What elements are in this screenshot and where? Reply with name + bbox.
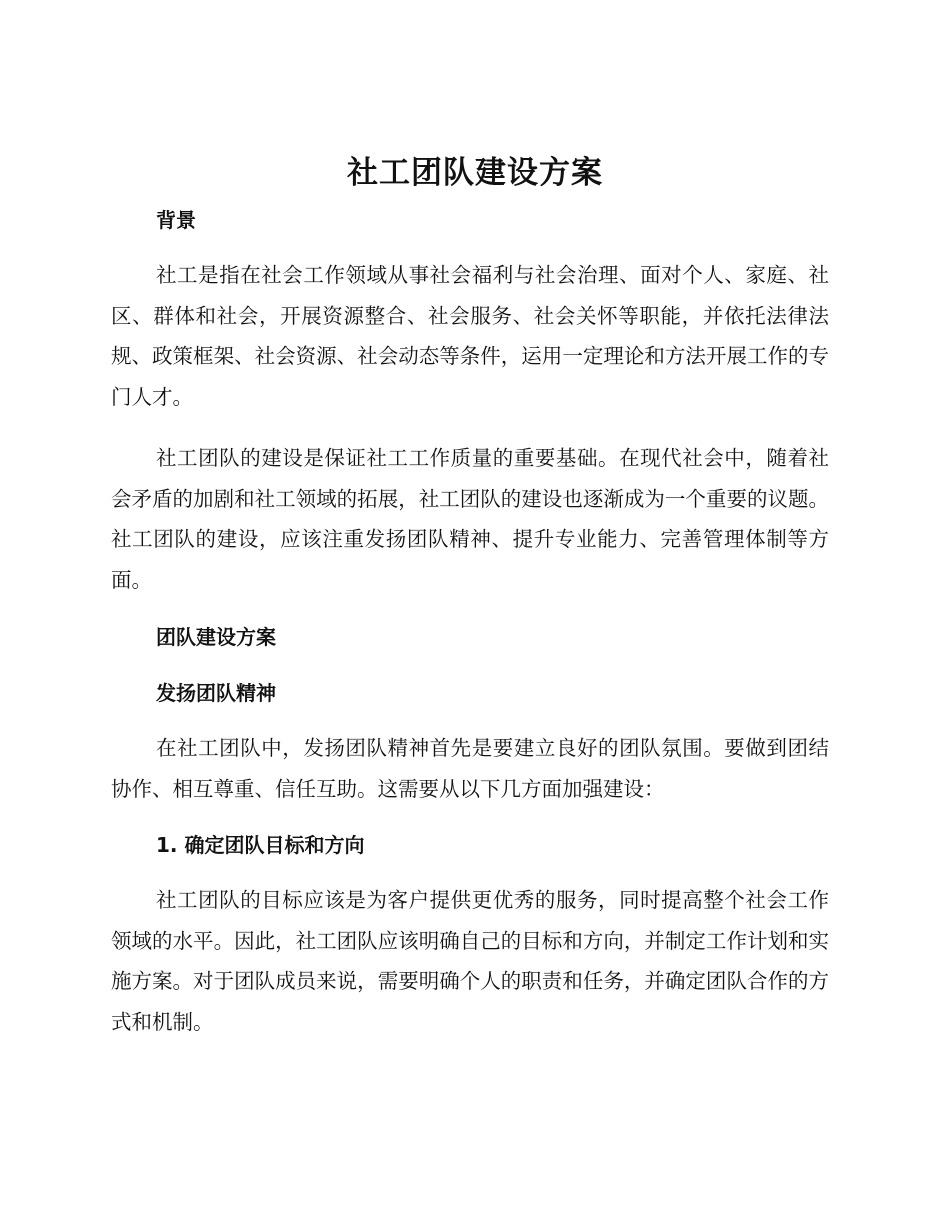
section-heading-plan: 团队建设方案 [156,625,276,649]
subheading-team-spirit: 发扬团队精神 [156,681,276,705]
paragraph-background-1: 社工是指在社会工作领域从事社会福利与社会治理、面对个人、家庭、社区、群体和社会，开展资源整合、社会服务、社会关怀等职能，并依托法律法规、政策框架、社会资源、社会动态等条件，运用一定理论和方法开展工作的专门人才。 [111,263,829,409]
section-heading-background: 背景 [156,208,196,232]
subheading-goal-direction: 1. 确定团队目标和方向 [156,833,365,857]
paragraph-team-spirit: 在社工团队中，发扬团队精神首先是要建立良好的团队氛围。要做到团结协作、相互尊重、信任互助。这需要从以下几方面加强建设： [111,736,829,801]
paragraph-background-2: 社工团队的建设是保证社工工作质量的重要基础。在现代社会中，随着社会矛盾的加剧和社工领域的拓展，社工团队的建设也逐渐成为一个重要的议题。社工团队的建设，应该注重发扬团队精神、提升专业能力、完善管理体制等方面。 [111,446,829,592]
document-title: 社工团队建设方案 [347,155,603,191]
paragraph-goal-direction: 社工团队的目标应该是为客户提供更优秀的服务，同时提高整个社会工作领域的水平。因此，社工团队应该明确自己的目标和方向，并制定工作计划和实施方案。对于团队成员来说，需要明确个人的职责和任务，并确定团队合作的方式和机制。 [111,888,829,1034]
